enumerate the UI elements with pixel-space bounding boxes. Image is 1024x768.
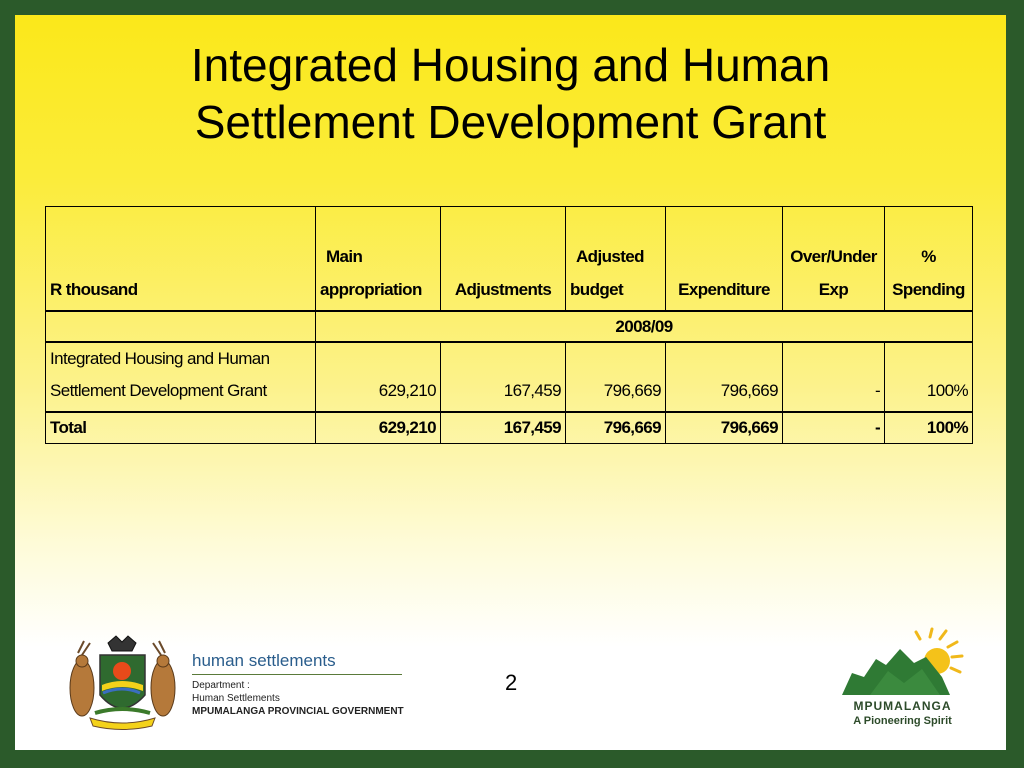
province-name: MPUMALANGA [853, 699, 952, 713]
year-blank-cell [46, 311, 316, 342]
department-logo [60, 633, 450, 733]
row-over-under: - [783, 342, 885, 412]
header-over-line1: Over/Under [790, 247, 877, 266]
header-adjusted-line1: Adjusted [576, 247, 644, 266]
header-r-thousand: R thousand [46, 207, 316, 312]
grant-table [45, 206, 973, 444]
department-line-1: Department : [192, 680, 250, 691]
department-divider [192, 674, 402, 675]
header-spending [885, 207, 973, 312]
header-spending-line2: Spending [892, 280, 965, 299]
row-spending: 100% [885, 342, 973, 412]
total-adjusted-budget: 796,669 [566, 412, 666, 444]
total-spending: 100% [885, 412, 973, 444]
header-adjusted-line2: budget [570, 280, 624, 299]
total-main: 629,210 [316, 412, 441, 444]
header-main-line2: appropriation [320, 280, 422, 299]
total-over-under: - [783, 412, 885, 444]
row-adjusted-budget: 796,669 [566, 342, 666, 412]
coat-of-arms-icon [60, 633, 185, 733]
total-adjustments: 167,459 [441, 412, 566, 444]
province-tagline: A Pioneering Spirit [853, 715, 952, 727]
header-main-line1: Main [326, 247, 363, 266]
total-expenditure: 796,669 [666, 412, 783, 444]
department-name: human settlements [192, 651, 336, 670]
header-adjustments: Adjustments [441, 207, 566, 312]
department-line-2: Human Settlements [192, 693, 280, 704]
year-row [46, 311, 973, 342]
total-row [46, 412, 973, 444]
department-text [192, 651, 452, 718]
header-main-appropriation [316, 207, 441, 312]
slide [15, 15, 1006, 750]
header-row [46, 207, 973, 312]
title-line-2: Settlement Development Grant [194, 96, 827, 148]
department-line-3: MPUMALANGA PROVINCIAL GOVERNMENT [192, 706, 404, 717]
sun-mountain-icon [830, 627, 975, 699]
row-name-line1: Integrated Housing and Human [50, 349, 270, 368]
row-main: 629,210 [316, 342, 441, 412]
year-label: 2008/09 [316, 311, 973, 342]
title-line-1: Integrated Housing and Human [190, 39, 831, 91]
mpumalanga-logo [830, 627, 975, 732]
page-number: 2 [505, 670, 518, 695]
header-spending-line1: % [921, 247, 936, 266]
page-title [15, 37, 1006, 151]
table-row [46, 342, 973, 412]
header-over-line2: Exp [818, 280, 849, 299]
header-expenditure: Expenditure [666, 207, 783, 312]
row-name [46, 342, 316, 412]
row-adjustments: 167,459 [441, 342, 566, 412]
total-label: Total [46, 412, 316, 444]
row-name-line2: Settlement Development Grant [50, 381, 267, 400]
row-expenditure: 796,669 [666, 342, 783, 412]
header-adjusted-budget [566, 207, 666, 312]
header-over-under [783, 207, 885, 312]
